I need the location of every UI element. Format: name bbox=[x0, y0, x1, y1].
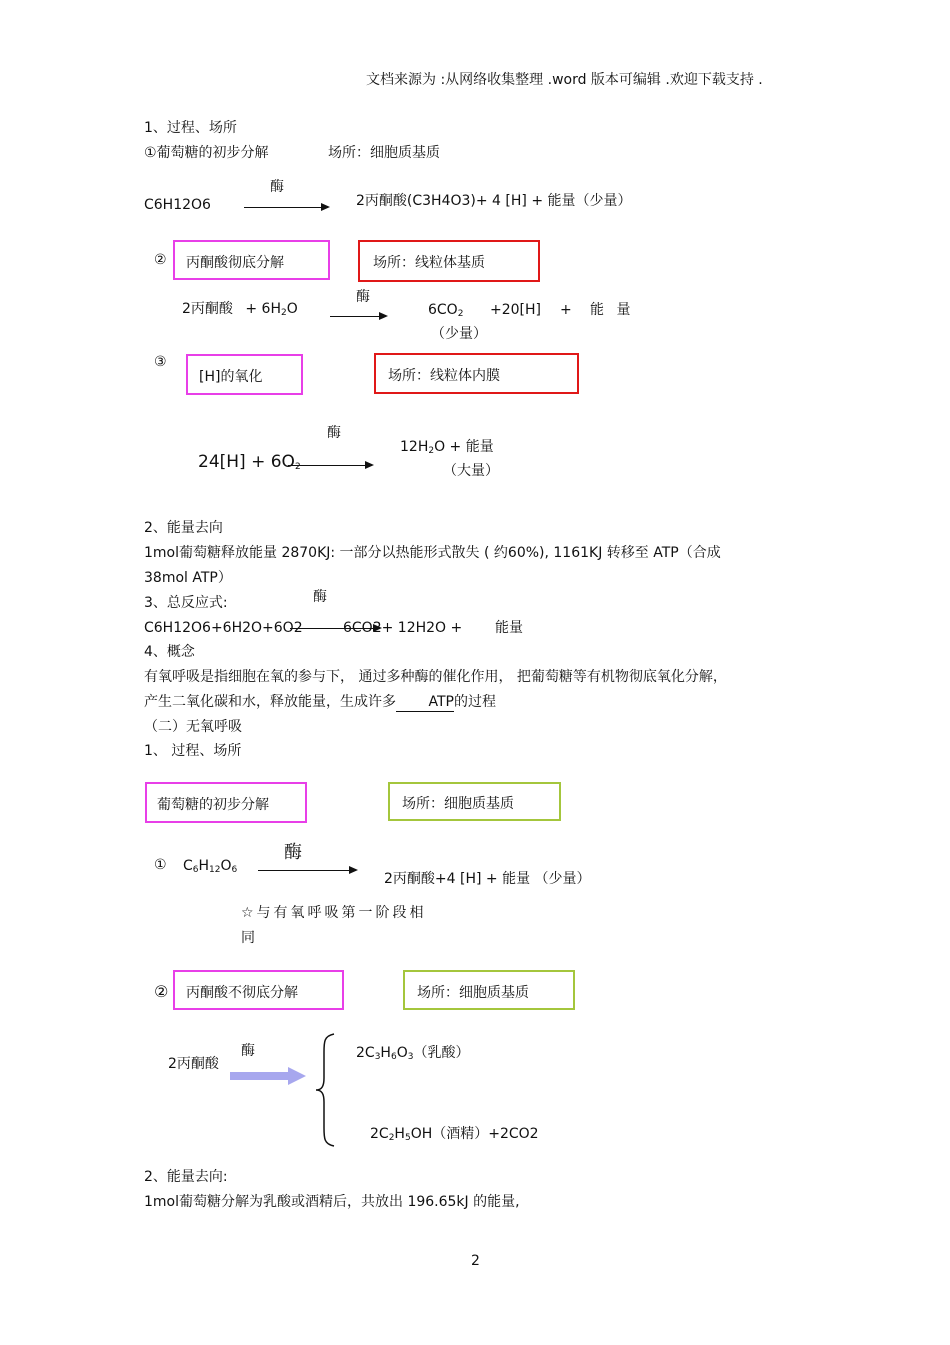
anaerobic-energy-line: 1mol葡萄糖分解为乳酸或酒精后，共放出 196.65kJ 的能量, bbox=[144, 1194, 520, 1210]
anaerobic-section-2-title: 2、能量去向: bbox=[144, 1169, 228, 1185]
total-equation-enzyme: 酶 bbox=[313, 589, 327, 605]
lactic-c: O bbox=[396, 1045, 408, 1061]
concept-atp: ATP bbox=[396, 694, 454, 712]
lactic-a: 2C bbox=[356, 1045, 375, 1061]
anaerobic-stage1-reactant-sub1: 6 bbox=[192, 865, 199, 875]
lactic-b: H bbox=[380, 1045, 391, 1061]
concept-line-2-a: 产生二氧化碳和水，释放能量，生成许多 bbox=[144, 694, 396, 710]
page-number: 2 bbox=[471, 1253, 480, 1269]
aerobic-stage3-arrow bbox=[288, 465, 372, 466]
aerobic-stage3-product-b: O + 能量 bbox=[434, 439, 494, 455]
aerobic-stage2-energy: 能 量 bbox=[590, 302, 631, 318]
aerobic-stage2-product-h: +20[H] bbox=[490, 302, 541, 318]
lactic-d: （乳酸） bbox=[413, 1045, 470, 1061]
anaerobic-stage1-reactant-sub3: 6 bbox=[231, 865, 238, 875]
anaerobic-stage2-location: 场所：细胞质基质 bbox=[417, 985, 529, 1001]
aerobic-section-4-title: 4、概念 bbox=[144, 644, 195, 660]
anaerobic-stage1-reactant-o: O bbox=[220, 858, 232, 874]
anaerobic-stage1-number: ① bbox=[154, 857, 167, 873]
alcohol-b: H bbox=[394, 1126, 405, 1142]
aerobic-stage1-enzyme: 酶 bbox=[270, 179, 284, 195]
anaerobic-stage2-location-box bbox=[403, 970, 575, 1010]
anaerobic-stage2-box bbox=[173, 970, 344, 1010]
total-equation-right: 6CO2+ 12H2O + bbox=[343, 620, 463, 636]
aerobic-stage3-reactant-a: 24[H] + 6O bbox=[198, 452, 295, 472]
aerobic-stage3-amount: （大量） bbox=[443, 463, 499, 479]
concept-line-2-b: 的过程 bbox=[454, 694, 496, 710]
aerobic-stage2-reactant bbox=[182, 301, 298, 319]
anaerobic-stage2-box-label: 丙酮酸不彻底分解 bbox=[186, 985, 298, 1001]
anaerobic-stage2-number: ② bbox=[154, 982, 169, 1001]
aerobic-stage3-location-box bbox=[374, 353, 579, 394]
aerobic-stage2-reactant-b: + 6H bbox=[245, 301, 281, 317]
aerobic-stage2-location-box bbox=[358, 240, 540, 282]
anaerobic-stage2-enzyme: 酶 bbox=[241, 1043, 255, 1059]
aerobic-section-3-title: 3、总反应式: bbox=[144, 595, 228, 611]
anaerobic-stage2-arrow bbox=[230, 1066, 308, 1086]
aerobic-stage2-plus: + bbox=[560, 302, 572, 318]
total-equation-left: C6H12O6+6H2O+6O2 bbox=[144, 620, 303, 636]
aerobic-stage1-location: 场所：细胞质基质 bbox=[328, 145, 440, 161]
aerobic-stage2-product-co2 bbox=[428, 302, 463, 320]
aerobic-stage3-product-a: 12H bbox=[400, 439, 429, 455]
alcohol-sub2: 5 bbox=[404, 1133, 411, 1143]
page-header: 文档来源为 :从网络收集整理 .word 版本可编辑 .欢迎下载支持 . bbox=[366, 72, 763, 88]
anaerobic-stage1-location-box bbox=[388, 782, 561, 821]
lactic-sub3: 3 bbox=[407, 1052, 414, 1062]
anaerobic-stage1-reactant-h: H bbox=[198, 858, 210, 874]
anaerobic-stage1-note-2: 同 bbox=[241, 930, 255, 946]
alcohol-c: OH（酒精）+2CO2 bbox=[410, 1126, 539, 1142]
aerobic-stage2-location: 场所：线粒体基质 bbox=[373, 255, 485, 271]
aerobic-stage1-arrow bbox=[244, 207, 328, 208]
aerobic-energy-line-1: 1mol葡萄糖释放能量 2870KJ: 一部分以热能形式散失 ( 约60%), 1161KJ 转移至 ATP（合成 bbox=[144, 545, 721, 561]
aerobic-stage2-box bbox=[173, 240, 330, 280]
total-equation-energy: 能量 bbox=[495, 620, 523, 636]
anaerobic-stage2-reactant: 2丙酮酸 bbox=[168, 1056, 219, 1072]
alcohol-sub1: 2 bbox=[388, 1133, 395, 1143]
anaerobic-stage1-location: 场所：细胞质基质 bbox=[402, 796, 514, 812]
aerobic-stage2-box-label: 丙酮酸彻底分解 bbox=[186, 255, 284, 271]
anaerobic-stage1-enzyme: 酶 bbox=[284, 842, 302, 863]
aerobic-stage3-box bbox=[186, 354, 303, 395]
anaerobic-stage1-reactant-sub2: 12 bbox=[209, 865, 221, 875]
anaerobic-stage1-note-1: ☆与有氧呼吸第一阶段相 bbox=[241, 905, 427, 921]
aerobic-stage2-reactant-a: 2丙酮酸 bbox=[182, 301, 233, 317]
anaerobic-stage1-box-label: 葡萄糖的初步分解 bbox=[157, 797, 269, 813]
aerobic-stage3-reactant-sub: 2 bbox=[294, 462, 301, 472]
lactic-sub2: 6 bbox=[390, 1052, 397, 1062]
aerobic-stage3-product bbox=[400, 439, 494, 457]
aerobic-stage1-products: 2丙酮酸(C3H4O3)+ 4 [H] + 能量（少量） bbox=[356, 193, 632, 209]
aerobic-stage2-enzyme: 酶 bbox=[356, 289, 370, 305]
aerobic-stage1-reactant: C6H12O6 bbox=[144, 197, 211, 213]
aerobic-stage2-reactant-c: O bbox=[286, 301, 298, 317]
aerobic-energy-line-2: 38mol ATP） bbox=[144, 570, 232, 586]
aerobic-stage2-reactant-sub: 2 bbox=[281, 308, 287, 318]
aerobic-stage2-arrow bbox=[330, 316, 386, 317]
anaerobic-section-1-title: 1、 过程、场所 bbox=[144, 743, 242, 759]
anaerobic-stage1-products: 2丙酮酸+4 [H] + 能量 （少量） bbox=[384, 871, 591, 887]
aerobic-stage2-amount: （少量） bbox=[431, 326, 487, 342]
aerobic-stage1-label: ①葡萄糖的初步分解 bbox=[144, 145, 269, 161]
aerobic-stage3-enzyme: 酶 bbox=[327, 425, 341, 441]
lactic-sub1: 3 bbox=[374, 1052, 381, 1062]
aerobic-stage3-box-label: [H]的氧化 bbox=[199, 369, 263, 385]
aerobic-stage2-number: ② bbox=[154, 252, 167, 268]
anaerobic-stage1-reactant-c: C bbox=[183, 858, 193, 874]
aerobic-stage3-number: ③ bbox=[154, 354, 167, 370]
alcohol-product bbox=[370, 1126, 539, 1144]
anaerobic-stage1-box bbox=[145, 782, 307, 823]
aerobic-stage3-reactant bbox=[198, 452, 301, 473]
concept-line-1: 有氧呼吸是指细胞在氧的参与下， 通过多种酶的催化作用， 把葡萄糖等有机物彻底氧化分解， bbox=[144, 669, 727, 685]
aerobic-section-2-title: 2、能量去向 bbox=[144, 520, 223, 536]
aerobic-stage3-product-sub: 2 bbox=[428, 446, 435, 456]
alcohol-a: 2C bbox=[370, 1126, 389, 1142]
aerobic-stage2-product-co2-a: 6CO bbox=[428, 302, 458, 318]
concept-line-2 bbox=[144, 694, 496, 712]
aerobic-stage2-product-co2-sub: 2 bbox=[457, 309, 464, 319]
branch-brace bbox=[312, 1030, 338, 1150]
anaerobic-stage1-reactant bbox=[183, 858, 237, 876]
lactic-acid-product bbox=[356, 1045, 469, 1063]
anaerobic-title: （二）无氧呼吸 bbox=[144, 719, 242, 735]
aerobic-section-1-title: 1、过程、场所 bbox=[144, 120, 237, 136]
aerobic-stage3-location: 场所：线粒体内膜 bbox=[388, 368, 500, 384]
anaerobic-stage1-arrow bbox=[258, 870, 356, 871]
